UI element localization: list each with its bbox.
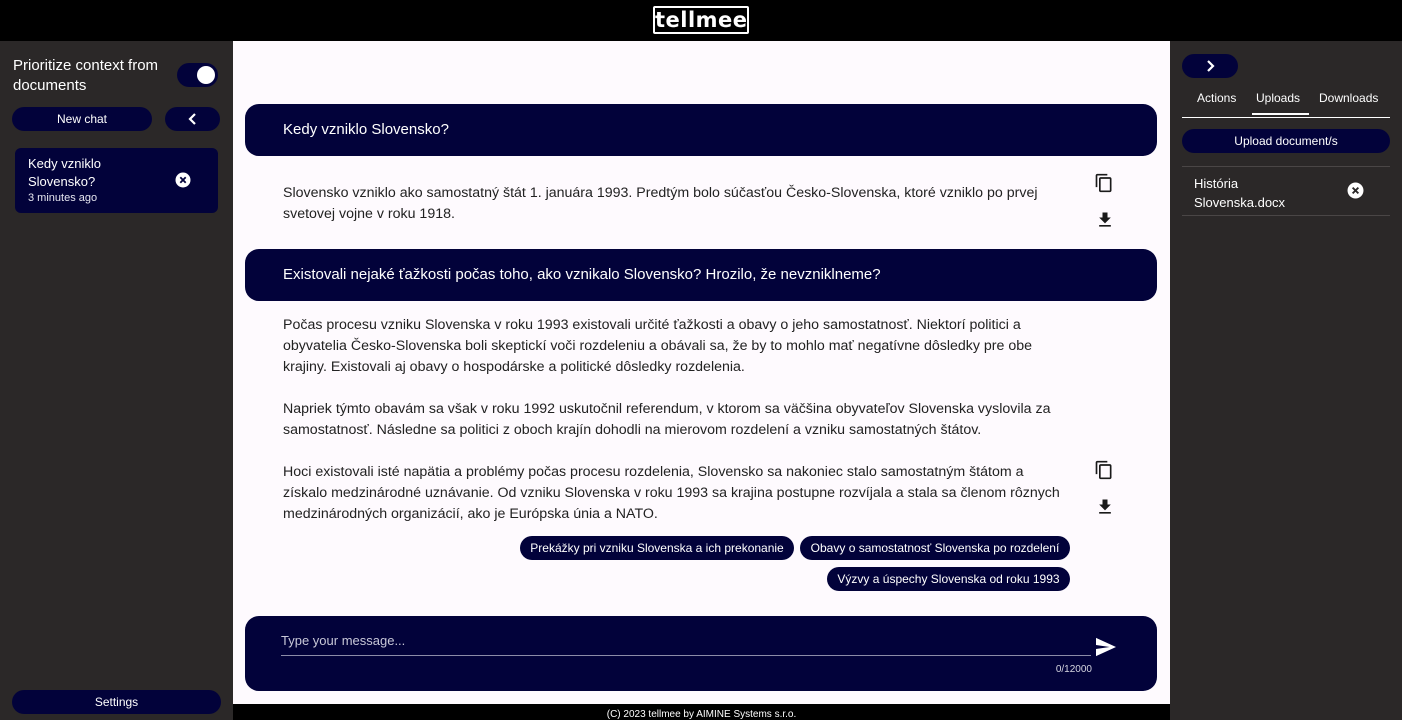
new-chat-button[interactable]: New chat: [12, 107, 152, 131]
toggle-knob: [197, 66, 215, 84]
character-counter: 0/12000: [1055, 664, 1092, 675]
copy-icon[interactable]: [1094, 173, 1114, 193]
answer-paragraph: Počas procesu vzniku Slovenska v roku 1993 existovali určité ťažkosti a obavy o jeho samostatnosť. Niektorí politici a obyvatelia Česko-Slovenska boli skeptickí voči rozdeleniu a obávali sa, že by to mohlo mať negatívne dôsledky pre obe krajiny. Existovali aj obavy o hospodárske a politické dôsledky rozdelenia.: [283, 317, 1033, 375]
document-name: História Slovenska.docx: [1194, 176, 1286, 210]
chat-timestamp: 3 minutes ago: [28, 192, 98, 204]
collapse-right-sidebar-button[interactable]: [1182, 54, 1238, 78]
tab-actions[interactable]: Actions: [1197, 91, 1237, 105]
send-icon[interactable]: [1095, 637, 1117, 657]
download-icon[interactable]: [1095, 210, 1115, 230]
remove-document-icon[interactable]: [1347, 182, 1364, 199]
download-icon[interactable]: [1095, 497, 1115, 517]
uploaded-document-item: [1182, 166, 1390, 216]
left-sidebar: [0, 41, 233, 720]
assistant-answer: [283, 315, 1063, 525]
chevron-right-icon: [1205, 60, 1215, 72]
collapse-left-sidebar-button[interactable]: [165, 107, 220, 131]
app-logo: tellmee: [655, 8, 748, 32]
top-bar: [0, 0, 1402, 41]
upload-documents-button[interactable]: Upload document/s: [1182, 129, 1390, 153]
right-panel-tabs: [1182, 87, 1390, 118]
chat-history-item[interactable]: [15, 148, 218, 213]
active-tab-indicator: [1252, 113, 1309, 115]
settings-button[interactable]: Settings: [12, 690, 221, 714]
assistant-answer: [283, 183, 1063, 225]
tab-downloads[interactable]: Downloads: [1319, 91, 1379, 105]
right-sidebar: [1170, 41, 1402, 720]
delete-chat-icon[interactable]: [175, 172, 191, 188]
chat-main-panel: [233, 41, 1170, 704]
answer-paragraph: Slovensko vzniklo ako samostatný štát 1. januára 1993. Predtým bolo súčasťou Česko-Slovenska, ktoré vzniklo po prvej svetovej vojne v roku 1918.: [283, 185, 1038, 222]
message-input[interactable]: [281, 626, 1091, 656]
message-composer: [245, 616, 1157, 691]
prioritize-context-label: Prioritize context from documents: [13, 57, 159, 94]
prioritize-context-toggle[interactable]: [177, 63, 218, 87]
copy-icon[interactable]: [1094, 460, 1114, 480]
answer-paragraph: Hoci existovali isté napätia a problémy počas procesu rozdelenia, Slovensko sa nakoniec stalo samostatným štátom a získalo medzinárodné uznávanie. Od vzniku Slovenska v roku 1993 sa krajina postupne rozvíjala a stala sa členom rôznych medzinárodných organizácií, ako je Európska únia a NATO.: [283, 464, 1060, 522]
user-question: Existovali nejaké ťažkosti počas toho, ako vznikalo Slovensko? Hrozilo, že nevzniklneme?: [245, 249, 1157, 301]
chat-title: Kedy vzniklo Slovensko?: [28, 156, 101, 189]
chevron-left-icon: [188, 113, 198, 125]
suggestion-chip[interactable]: Obavy o samostatnosť Slovenska po rozdelení: [800, 536, 1070, 560]
suggestion-chip[interactable]: Výzvy a úspechy Slovenska od roku 1993: [827, 567, 1070, 591]
suggestion-chip[interactable]: Prekážky pri vzniku Slovenska a ich prekonanie: [520, 536, 794, 560]
footer-copyright: (C) 2023 tellmee by AIMINE Systems s.r.o.: [233, 704, 1170, 720]
tab-uploads[interactable]: Uploads: [1256, 91, 1301, 105]
answer-paragraph: Napriek týmto obavám sa však v roku 1992 uskutočnil referendum, v ktorom sa väčšina obyvateľov Slovenska vyslovila za samostatnosť. Následne sa politici z oboch krajín dohodli na mierovom rozdelení a vzniku samostatných štátov.: [283, 401, 1051, 438]
user-question: Kedy vzniklo Slovensko?: [245, 104, 1157, 156]
